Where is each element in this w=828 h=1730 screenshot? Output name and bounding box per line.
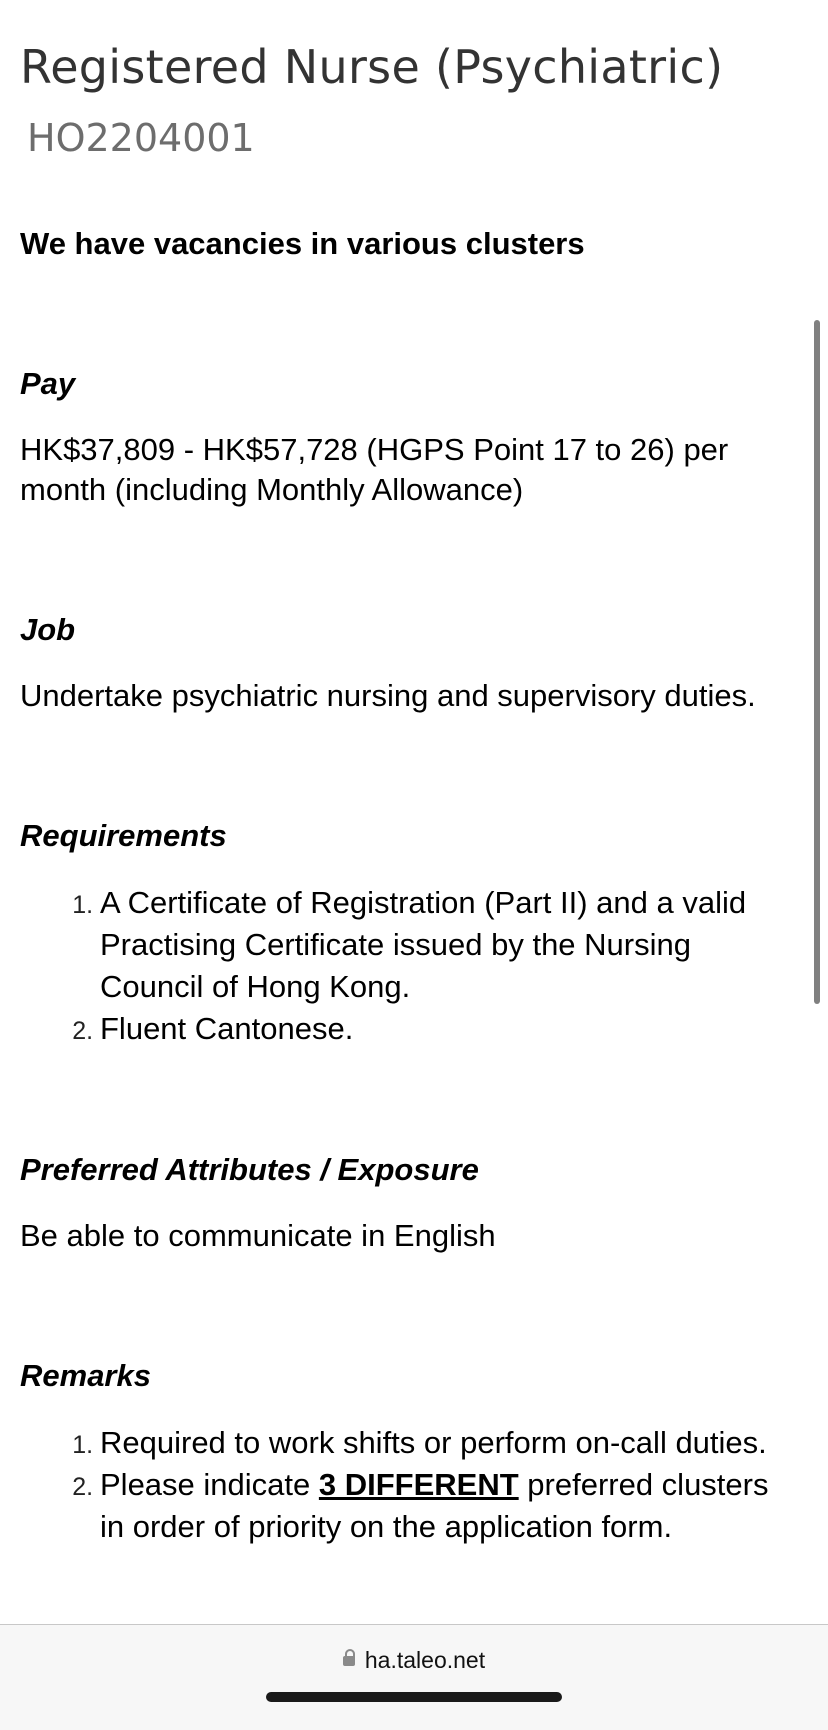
browser-bottom-bar: [0, 1624, 828, 1730]
scrollbar[interactable]: [814, 320, 820, 1004]
url-text: ha.taleo.net: [364, 1647, 486, 1673]
job-details: [20, 224, 790, 1624]
job-heading: Job: [20, 612, 76, 647]
pay-heading: Pay: [20, 366, 76, 401]
remark-emphasis: 3 DIFFERENT: [318, 1467, 519, 1502]
preferred-heading: Preferred Attributes / Exposure: [20, 1152, 479, 1187]
list-item: 1. Required to work shifts or perform on-call duties.: [100, 1422, 790, 1464]
job-title: Registered Nurse (Psychiatric): [20, 40, 724, 94]
home-indicator[interactable]: [266, 1692, 562, 1702]
pay-text: HK$37,809 - HK$57,728 (HGPS Point 17 to 26) per month (including Monthly Allowance): [20, 432, 729, 507]
lock-icon: [343, 1656, 355, 1666]
list-item: [100, 1464, 790, 1548]
vacancy-lead: We have vacancies in various clusters: [20, 226, 585, 261]
requirements-list: [20, 882, 790, 1050]
address-bar[interactable]: [0, 1647, 828, 1674]
job-code: HO2204001: [27, 116, 255, 160]
remarks-list: [20, 1422, 790, 1548]
list-item: 1. A Certificate of Registration (Part II) and a valid Practising Certificate issued by the Nursing Council of Hong Kong.: [100, 882, 790, 1008]
remarks-heading: Remarks: [20, 1358, 151, 1393]
remark-text-prefix: Please indicate: [100, 1467, 319, 1502]
preferred-text: Be able to communicate in English: [20, 1218, 496, 1253]
list-item: 2. Fluent Cantonese.: [100, 1008, 790, 1050]
remark-text-suffix: preferred clusters in order of priority on the application form.: [100, 1467, 769, 1544]
requirements-heading: Requirements: [20, 818, 227, 853]
job-text: Undertake psychiatric nursing and supervisory duties.: [20, 678, 756, 713]
